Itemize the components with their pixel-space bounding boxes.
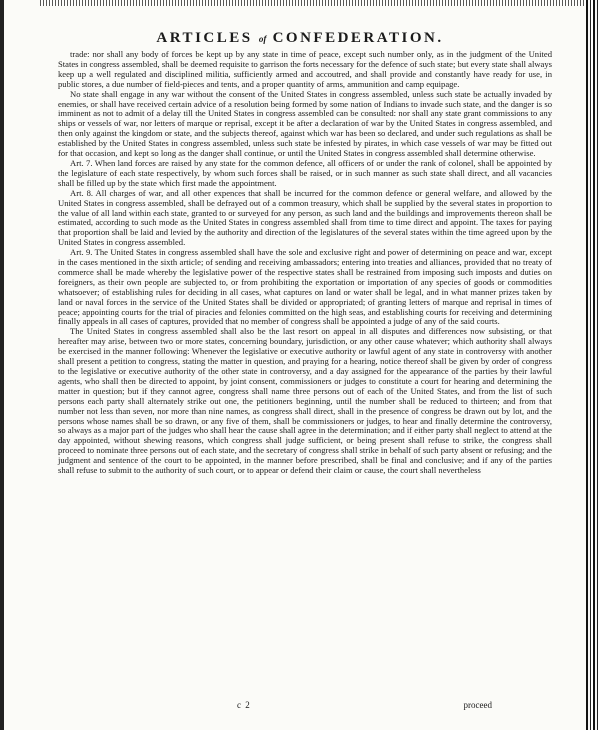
- heading-prefix: ARTICLES: [156, 30, 253, 46]
- signature-mark: c 2: [237, 700, 251, 710]
- paragraph-article-9: Art. 9. The United States in congress assembled shall have the sole and exclusive right and power of determining on peace and war, except in the cases mentioned in the sixth article; of sending and receiving ambassadors; entering into treaties and alliances, provided that no treaty of commerce shall be made whereby the legislative power of the respective states shall be restrained from imposing such imposts and duties on foreigners, as their own people are subjected to, or from prohibiting the exportation or importation of any species of goods or commodities whatsoever; of establishing rules for deciding in all cases, what captures on land or water shall be legal, and in what manner prizes taken by land or naval forces in the service of the United States shall be divided or appropriated; of granting letters of marque and reprisal in times of peace; appointing courts for the trial of piracies and felonies committed on the high seas, and establishing courts for receiving and determining finally appeals in all cases of captures, provided that no member of congress shall be appointed a judge of any of the said courts.: [58, 247, 552, 327]
- scan-right-edge: [586, 0, 600, 730]
- catchword: proceed: [463, 700, 492, 710]
- body-text: [58, 50, 552, 476]
- heading-of: of: [258, 34, 267, 44]
- paragraph-war-consent: No state shall engage in any war without the consent of the United States in congress assembled, unless such state be actually invaded by enemies, or shall have received certain advice of a resolution being formed by some nation of Indians to invade such state, and the danger is so imminent as not to admit of a delay till the United States in congress assembled can be consulted: nor shall any state grant commissions to any ships or vessels of war, nor letters of marque or reprisal, except it be after a declaration of war by the United States in congress assembled, and then only against the kingdom or state, and the subjects thereof, against which war has been so declared, and under such regulations as shall be established by the United States in congress assembled, unless such state be infested by pirates, in which case vessels of war may be fitted out for that occasion, and kept so long as the danger shall continue, or until the United States in congress assembled shall determine otherwise.: [58, 88, 552, 159]
- paragraph-article-7: Art. 7. When land forces are raised by any state for the common defence, all officers of or under the rank of colonel, shall be appointed by the legislature of each state respectively, by whom such forces shall be raised, or in such manner as such state shall direct, and all vacancies shall be filled up by the state which first made the appointment.: [58, 157, 552, 188]
- scan-top-edge: [40, 0, 586, 6]
- scan-left-edge: [0, 0, 4, 730]
- paragraph-disputes: The United States in congress assembled shall also be the last resort on appeal in all disputes and differences now subsisting, or that hereafter may arise, between two or more states, concerning boundary, jurisdiction, or any other cause whatever; which authority shall always be exercised in the manner following: Whenever the legislative or executive authority or lawful agent of any state in controversy with another shall present a petition to congress, stating the matter in question, and praying for a hearing, notice thereof shall be given by order of congress to the legislative or executive authority of the other state in controversy, and a day assigned for the appearance of the parties by their lawful agents, who shall then be directed to appoint, by joint consent, commissioners or judges to constitute a court for hearing and determining the matter in question; but if they cannot agree, congress shall name three persons out of each of the United States, and from the list of such persons each party shall alternately strike out one, the petitioners beginning, until the number shall be reduced to thirteen; and from that number not less than seven, nor more than nine names, as congress shall direct, shall in the presence of congress be drawn out by lot, and the persons whose names shall be so drawn, or any five of them, shall be commissioners or judges, to hear and finally determine the controversy, so always as a major part of the judges who shall hear the cause shall agree in the determination; and if either party shall neglect to attend at the day appointed, without shewing reasons, which congress shall judge sufficient, or being present shall refuse to strike, the congress shall proceed to nominate three persons out of each state, and the secretary of congress shall strike in behalf of such party absent or refusing; and the judgment and sentence of the court to be appointed, in the manner before prescribed, shall be final and conclusive; and if any of the parties shall refuse to submit to the authority of such court, or to appear or defend their claim or cause, the court shall nevertheless: [58, 326, 552, 476]
- page-heading: [0, 30, 600, 47]
- paragraph-article-8: Art. 8. All charges of war, and all other expences that shall be incurred for the common defence or general welfare, and allowed by the United States in congress assembled, shall be defrayed out of a common treasury, which shall be supplied by the several states in proportion to the value of all land within each state, granted to or surveyed for any person, as such land and the buildings and improvements thereon shall be estimated, according to such mode as the United States in congress assembled shall from time to time direct and appoint. The taxes for paying that proportion shall be laid and levied by the authority and direction of the legislatures of the several states within the time agreed upon by the United States in congress assembled.: [58, 187, 552, 248]
- paragraph-militia: trade: nor shall any body of forces be kept up by any state in time of peace, except such number only, as in the judgment of the United States in congress assembled, shall be deemed requisite to garrison the forts necessary for the defence of such state; but every state shall always keep up a well regulated and disciplined militia, sufficiently armed and accoutred, and shall provide and constantly have ready for use, in public stores, a due number of field-pieces and tents, and a proper quantity of arms, ammunition and camp equipage.: [58, 49, 552, 89]
- heading-suffix: CONFEDERATION.: [272, 30, 444, 46]
